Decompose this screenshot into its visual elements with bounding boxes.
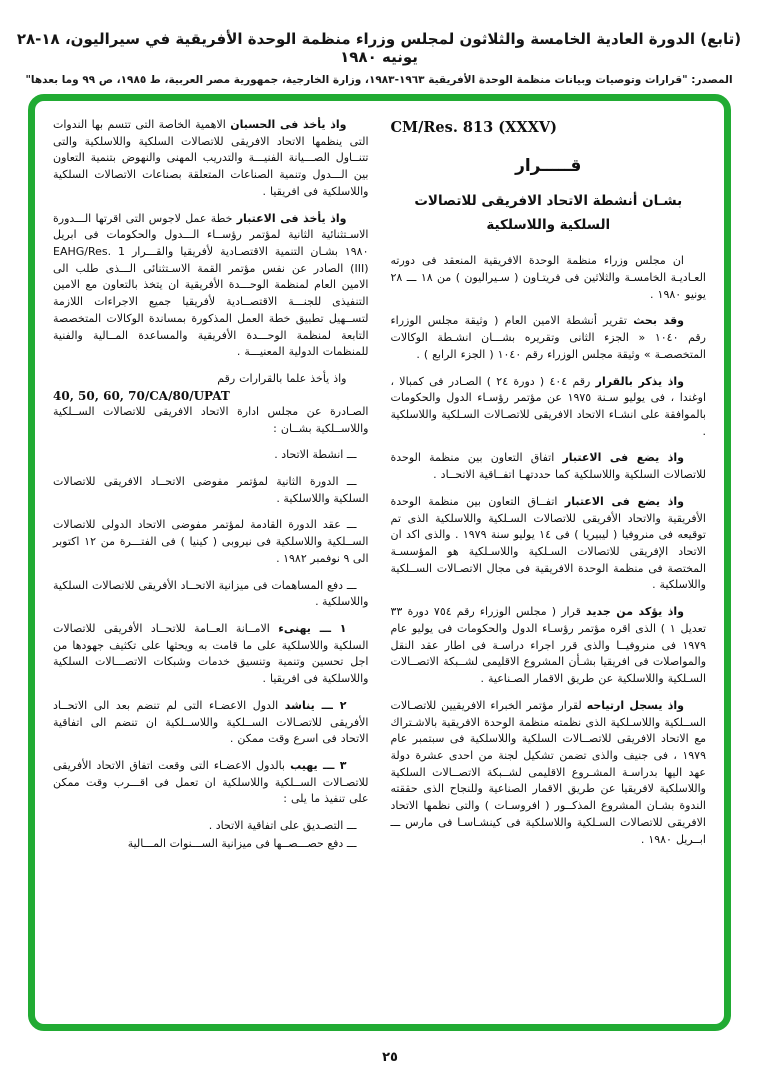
paragraph-lead: ١ ـــ يهنىء xyxy=(278,621,347,635)
paragraph-text: واذ يأخذ علما بالقرارات رقم xyxy=(217,372,347,386)
decisions-reference-numbers: 40, 50, 60, 70/CA/80/UPAT xyxy=(53,388,230,403)
paragraph-noting-satisfaction xyxy=(391,698,707,848)
paragraph-taking-note-intro xyxy=(53,371,369,388)
paragraph-text: رقم ٤٠٤ ( دورة ٢٤ ) الصـادر فى كمبالا ، اوغندا ، فى يوليو سـنة ١٩٧٥ عن مؤتمر رؤسـاء الدول والحكومات بالموافقة على انشـاء الاتحاد الافريقى للاتصـالات السـلكية واللاسلكية . xyxy=(390,374,706,438)
list-item: ـــ التصـديق على اتفاقية الاتحاد . xyxy=(208,819,357,833)
paragraph-text: خطة عمل لاجوس التى اقرتها الـــدورة الاسـتثنائية الثانية لمؤتمر رؤســاء الـــدول والحكومات فى ابريل ١٩٨٠ بشـان التنمية الاقتصـادية لأفريقيا والقـــرار EAHG/Res. 1 (III) الصادر عن نفس مؤتمر القمة الاسـتثنائى الـــذى طلب الى الامين العام لمنظمة الوحـــدة الأفريقية ان يتخذ بالتعاون مع الامين التنفيذى للجنـــة الاقتصــادية لأفريقيا جميع الاجراءات اللازمة لتســهيل تطبيق خطة العمل المذكورة بمساندة الوكالات المتخصصة التابعة لمنظمة الوحـــدة الأفريقية والمساعدة المــالية والفنية للمنظمات الدولية المعنيـــة . xyxy=(53,211,369,359)
paragraph-text: الامــانة العــامة للاتحــاد الأفريقى للاتصالات السلكية واللاسلكية على ما قامت به ويحثها على تكثيف جهودها من اجل تحسين وتنمية وتنسيق خدمات وشبكات الاتصـــالات السلكية واللاسلكية فى افريقيا . xyxy=(53,621,369,686)
resolution-reference: CM/Res. 813 (XXXV) xyxy=(390,119,557,136)
page-header xyxy=(0,30,758,86)
paragraph-text: اتفاق التعاون بين منظمة الوحدة للاتصالات السلكية واللاسلكية كما حددتهـا اتفــاقية الاتحــاد . xyxy=(390,451,706,482)
paragraph-text: تقرير أنشطة الامين العام ( وثيقة مجلس الوزراء رقم ١٠٤٠ « الجزء الثانى وتقريره بشـــان انشـطة الوكالات المتخصصـة » وثيقة مجلس الوزراء رقم ١٠٤٠ ( الجزء الرابع ) . xyxy=(390,314,706,361)
paragraph-lead: واذ يأخذ فى الحسبان xyxy=(230,118,347,131)
session-title: (تابع) الدورة العادية الخامسة والثلاثون لمجلس وزراء منظمة الوحدة الأفريقية في سيراليون، ١٨-٢٨ يونيه ١٩٨٠ xyxy=(16,30,742,66)
list-item: ـــ عقد الدورة القادمة لمؤتمر مفوضى الاتحاد الدولى للاتصالات الســلكية واللاسلكية فى نيروبى ( كينيا ) فى الفتـــرة من ١٢ اكتوبر الى ٩ نوفمبر ١٩٨٢ . xyxy=(53,518,369,565)
list-item: ـــ دفع المساهمات فى ميزانية الاتحــاد الأفريقى للاتصالات السلكية واللاسلكية . xyxy=(53,578,369,609)
paragraph-text: قرار ( مجلس الوزراء رقم ٧٥٤ دورة ٣٣ تعديل ١ ) الذى اقره مؤتمر رؤسـاء الدول والحكومات فى يوليو عام ١٩٧٩ فى منروفيــا والذى قرر اجراء دراسـة فى اطار عقد النقل والمواصلات فى افريقيا بشـأن المشروع الاقليمى لشــبكة الاتصــالات السـلكية واللاسلكية عن طريق الاقمار الصـناعية . xyxy=(390,605,707,686)
paragraph-preamble xyxy=(391,253,707,303)
paragraph-text: ان مجلس وزراء منظمة الوحدة الافريقية المنعقد فى دورته العـاديـة الخامسـة والثلاثين فى فريتـاون ( سـيراليون ) من ١٨ ـــ ٢٨ يونيو ١٩٨٠ . xyxy=(390,254,706,301)
column-right xyxy=(391,117,707,1014)
operative-paragraph-3 xyxy=(53,758,369,808)
paragraph-considering-2 xyxy=(391,494,707,594)
resolution-subtitle: بشـان أنشطة الاتحاد الافريقى للاتصالات السلكية واللاسلكية xyxy=(414,193,683,233)
paragraph-text: لقرار مؤتمر الخبراء الافريقيين للاتصـالات الســلكية واللاسـلكية الذى نظمته منظمة الوحدة الافريقية بالاشـتراك مع الاتحاد الافريقى للاتصــالات السلكية واللاسلكية فى سبتمبر عام ١٩٧٩ ، فى جنيف والذى تضمن تشكيل لجنة من احدى عشرة دولة عهد اليها بدراسـة المشـروع الاقليمى لشــبكة الاتصــالات السلكية واللاسلكية لافريقيا عن طريق الاقمار الصناعية وللنجاح الذى حققته الندوة بشـان المشروع المذكــور ( افروسـات ) والتى نظمها الاتحاد الافريقى للاتصالات السـلكية واللاسلكية فى كينشـاسـا فى مارس ـــ ابــريل ١٩٨٠ . xyxy=(390,698,706,846)
two-column-layout xyxy=(53,117,706,1014)
paragraph-lead: وقد بحث xyxy=(633,314,684,328)
paragraph-lead: واذ يضع فى الاعتبار xyxy=(564,494,684,508)
column-left xyxy=(53,117,369,1014)
operative-paragraph-2 xyxy=(53,698,369,748)
paragraph-text: الاهمية الخاصة التى تتسم بها الندوات التى ينظمها الاتحاد الافريقى للاتصالات السلكية واللاسلكية والتى تتنــاول الصـــيانة الفنيـــة والتدريب المهنى والنهوض بتنمية التعاون بين الـــدول وتنمية الصناعات المتعلقة بصناعات الاتصالات السلكية واللاسلكية فى افريقيا . xyxy=(53,118,369,198)
document-frame xyxy=(28,94,731,1031)
source-citation: المصدر: "قرارات وتوصيات وبيانات منظمة الوحدة الأفريقية ١٩٦٣-١٩٨٣، وزارة الخارجية، جمهورية مصر العربية، ط ١٩٨٥، ص ٩٩ وما بعدها" xyxy=(25,74,733,86)
paragraph-text: بالدول الاعضـاء التى وقعت اتفاق الاتحاد الأفريقى للاتصـالات الســلكية واللاسلكية ان تعمل فى اقـــرب وقت ممكن على تنفيذ ما يلى : xyxy=(53,759,369,806)
paragraph-lead: ٢ ـــ يناشد xyxy=(284,698,347,712)
paragraph-text: اتفــاق التعاون بين منظمة الوحدة الأفريقية والاتحاد الأفريقى للاتصالات السـلكية واللاسلكية الذى تم توقيعه فى منروفيا ( ليبيريا ) فى ١٤ يوليو سنة ١٩٧٩ . والذى اكد ان الاتحاد الإفريقى للاتصالات السـلكية واللاسـلكية هو المؤسسـة المختصة فى منظمة الوحدة الافريقية فى مجال الاتصـالات الســلكية واللاسلكية . xyxy=(390,494,706,592)
paragraph-text: الدول الاعضـاء التى لم تنضم بعد الى الاتحــاد الأفريقى للاتصـالات الســلكية واللاســلكية ان تنضم الى اتفاقية الاتحاد فى اسرع وقت ممكن . xyxy=(53,698,369,746)
paragraph-lead: واذ يسجل ارتياحه xyxy=(586,698,684,712)
paragraph-reaffirming xyxy=(391,604,707,688)
paragraph-having-examined xyxy=(391,313,707,363)
list-item: ـــ الدورة الثانية لمؤتمر مفوضى الاتحــاد الافريقى للاتصالات السلكية واللاسلكية . xyxy=(53,474,369,505)
page-number: ٢٥ xyxy=(382,1050,398,1065)
paragraph-recalling xyxy=(391,374,707,441)
resolution-title: قـــــرار xyxy=(515,156,582,176)
paragraph-lead: ٣ ـــ يهيب xyxy=(290,759,347,772)
operative-paragraph-1 xyxy=(53,621,369,688)
list-item: ـــ انشطة الاتحاد . xyxy=(274,448,357,462)
paragraph-text: الصـادرة عن مجلس ادارة الاتحاد الافريقى للاتصالات الســلكية واللاســلكية بشــان : xyxy=(53,404,369,435)
paragraph-lead: واذ يضع فى الاعتبار xyxy=(562,451,684,465)
paragraph-taking-note-rest xyxy=(53,404,369,437)
paragraph-lead: واذ يؤكد من جديد xyxy=(586,605,685,619)
paragraph-lagos-plan xyxy=(53,211,369,361)
paragraph-considering-1 xyxy=(391,450,707,483)
list-item: ـــ دفع حصـــصــها فى ميزانية الســـنوات المـــالية xyxy=(127,836,357,850)
paragraph-lead: واذ يذكر بالقرار xyxy=(595,374,685,388)
paragraph-lead: واذ يأخذ فى الاعتبار xyxy=(236,211,347,225)
paragraph-taking-account xyxy=(53,117,369,201)
